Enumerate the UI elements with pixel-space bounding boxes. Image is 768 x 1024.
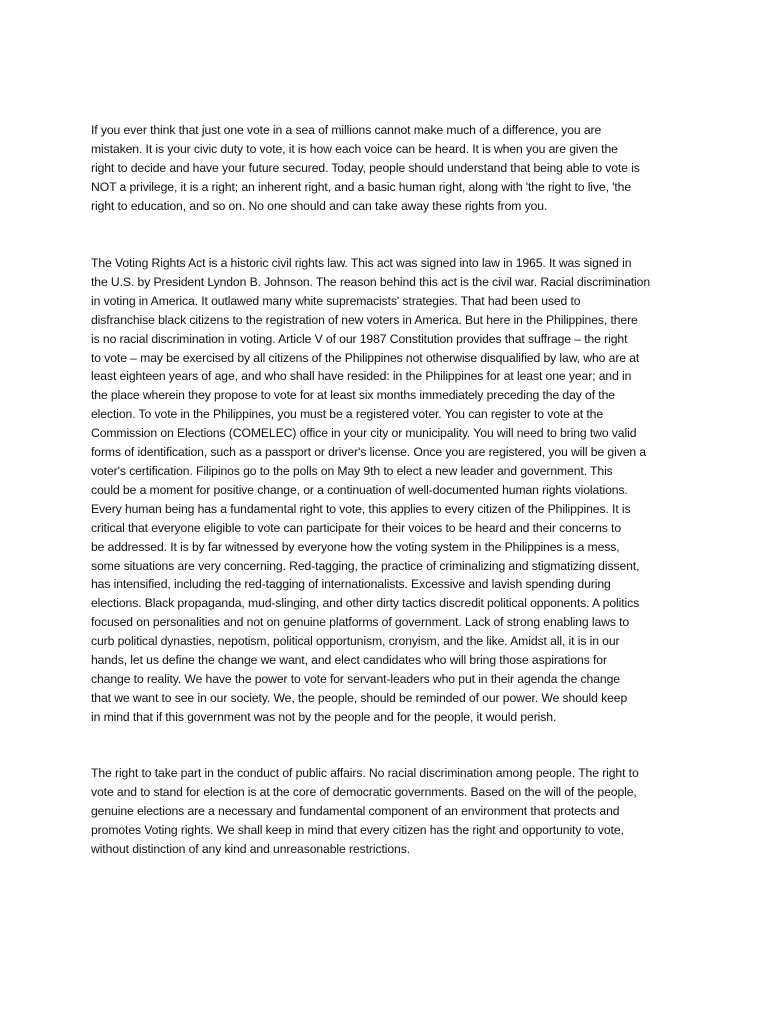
text-line: elections. Black propaganda, mud-slinging, and other dirty tactics discredit political opponents. A politics: [91, 596, 640, 611]
text-line: right to education, and so on. No one should and can take away these rights from you.: [91, 198, 548, 213]
text-line: the place wherein they propose to vote for at least six months immediately preceding the day of the: [91, 388, 615, 403]
text-line: be addressed. It is by far witnessed by everyone how the voting system in the Philippines is a mess,: [91, 539, 620, 554]
text-line: in voting in America. It outlawed many white supremacists' strategies. That had been used to: [91, 293, 581, 308]
paragraph-intro: [91, 121, 691, 216]
text-line: some situations are very concerning. Red-tagging, the practice of criminalizing and stigmatizing dissent,: [91, 558, 640, 573]
text-line: least eighteen years of age, and who shall have resided: in the Philippines for at least one year; and in: [91, 369, 632, 384]
text-line: The Voting Rights Act is a historic civil rights law. This act was signed into law in 1965. It was signed in: [91, 256, 632, 270]
text-line: has intensified, including the red-tagging of internationalists. Excessive and lavish spending during: [91, 577, 611, 592]
text-line: genuine elections are a necessary and fundamental component of an environment that protects and: [91, 803, 620, 818]
text-line: in mind that if this government was not by the people and for the people, it would perish.: [91, 709, 557, 724]
text-line: hands, let us define the change we want, and elect candidates who will bring those aspirations for: [91, 653, 607, 668]
text-line: curb political dynasties, nepotism, political opportunism, cronyism, and the like. Amidst all, it is in our: [91, 634, 620, 649]
text-line: change to reality. We have the power to vote for servant-leaders who put in their agenda the change: [91, 671, 620, 686]
text-line: voter's certification. Filipinos go to the polls on May 9th to elect a new leader and government. This: [91, 463, 613, 478]
text-line: NOT a privilege, it is a right; an inherent right, and a basic human right, along with 'the right to live, 'the: [91, 179, 632, 194]
paragraph-public-affairs: [91, 764, 691, 859]
text-line: promotes Voting rights. We shall keep in mind that every citizen has the right and opportunity to vote,: [91, 822, 624, 837]
text-line: to vote – may be exercised by all citizens of the Philippines not otherwise disqualified by law, who are at: [91, 350, 640, 365]
text-line: focused on personalities and not on genuine platforms of government. Lack of strong enabling laws to: [91, 615, 630, 630]
text-line: Every human being has a fundamental right to vote, this applies to every citizen of the Philippines. It is: [91, 501, 631, 516]
text-line: vote and to stand for election is at the core of democratic governments. Based on the will of the people,: [91, 784, 637, 799]
text-line: is no racial discrimination in voting. Article V of our 1987 Constitution provides that suffrage – the right: [91, 331, 628, 346]
text-line: forms of identification, such as a passport or driver's license. Once you are registered, you will be given a: [91, 445, 647, 460]
text-line: without distinction of any kind and unreasonable restrictions.: [91, 841, 410, 856]
text-line: If you ever think that just one vote in a sea of millions cannot make much of a difference, you are: [91, 123, 602, 137]
text-line: right to decide and have your future secured. Today, people should understand that being able to vote is: [91, 160, 640, 175]
text-line: could be a moment for positive change, or a continuation of well-documented human rights violations.: [91, 482, 628, 497]
text-line: the U.S. by President Lyndon B. Johnson. The reason behind this act is the civil war. Racial discrimination: [91, 274, 651, 289]
text-line: mistaken. It is your civic duty to vote, it is how each voice can be heard. It is when you are given the: [91, 141, 618, 156]
text-line: Commission on Elections (COMELEC) office in your city or municipality. You will need to bring two valid: [91, 426, 637, 441]
text-line: disfranchise black citizens to the registration of new voters in America. But here in the Philippines, there: [91, 312, 638, 327]
paragraph-voting-rights-act: [91, 254, 691, 727]
text-line: The right to take part in the conduct of public affairs. No racial discrimination among people. The right to: [91, 766, 639, 780]
text-line: election. To vote in the Philippines, you must be a registered voter. You can register to vote at the: [91, 407, 604, 422]
text-line: that we want to see in our society. We, the people, should be reminded of our power. We should keep: [91, 690, 628, 705]
text-line: critical that everyone eligible to vote can participate for their voices to be heard and their concerns to: [91, 520, 622, 535]
